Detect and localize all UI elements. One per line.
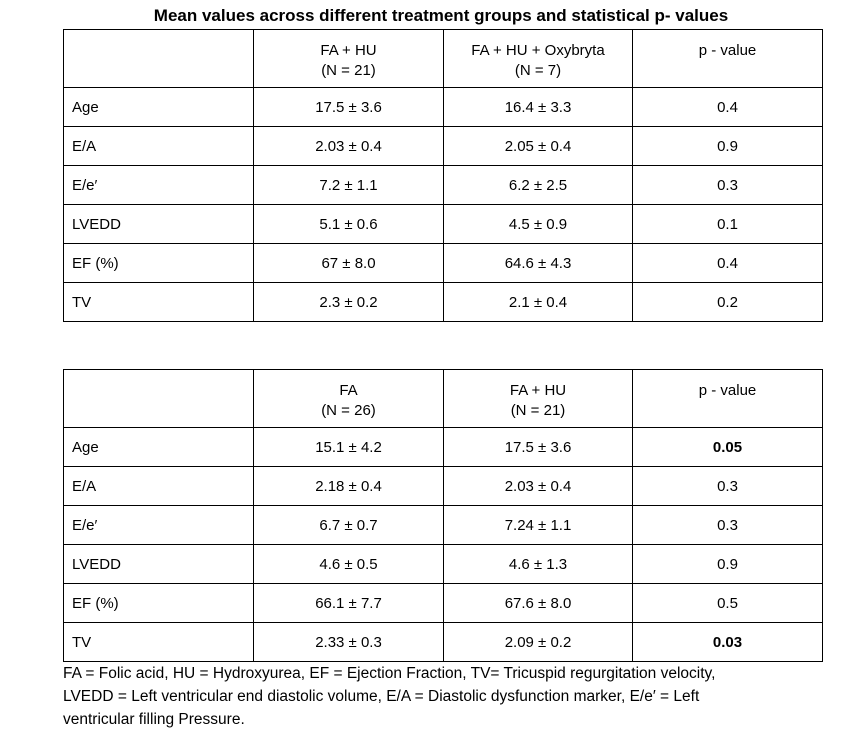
footnote xyxy=(63,662,863,731)
cell-group-a: 5.1 ± 0.6 xyxy=(254,205,444,244)
cell-group-b: 2.05 ± 0.4 xyxy=(444,127,633,166)
row-label: Age xyxy=(64,428,254,467)
cell-p-value: 0.05 xyxy=(633,428,823,467)
cell-group-a: 6.7 ± 0.7 xyxy=(254,506,444,545)
cell-group-b: 2.09 ± 0.2 xyxy=(444,623,633,662)
header-line: FA + HU + Oxybryta xyxy=(471,42,605,59)
header-cell-group-b xyxy=(444,30,633,88)
table-row xyxy=(64,166,823,205)
cell-p-value: 0.9 xyxy=(633,545,823,584)
row-label: E/e′ xyxy=(64,506,254,545)
table-body-2 xyxy=(64,370,823,662)
table-row xyxy=(64,584,823,623)
row-label: TV xyxy=(64,283,254,322)
table-row xyxy=(64,244,823,283)
cell-group-a: 66.1 ± 7.7 xyxy=(254,584,444,623)
row-label: E/e′ xyxy=(64,166,254,205)
cell-p-value: 0.03 xyxy=(633,623,823,662)
cell-group-a: 2.03 ± 0.4 xyxy=(254,127,444,166)
cell-group-b: 64.6 ± 4.3 xyxy=(444,244,633,283)
row-label: E/A xyxy=(64,127,254,166)
header-line: FA + HU xyxy=(509,382,567,399)
cell-group-a: 2.3 ± 0.2 xyxy=(254,283,444,322)
cell-group-b: 16.4 ± 3.3 xyxy=(444,88,633,127)
table-row xyxy=(64,283,823,322)
header-line: (N = 7) xyxy=(514,62,562,79)
table-body-1 xyxy=(64,30,823,322)
cell-group-b: 6.2 ± 2.5 xyxy=(444,166,633,205)
comparison-table-2 xyxy=(63,369,823,662)
header-cell-p-value xyxy=(633,30,823,88)
row-label: Age xyxy=(64,88,254,127)
table-header-row xyxy=(64,30,823,88)
header-cell-blank xyxy=(64,370,254,428)
footnote-line: FA = Folic acid, HU = Hydroxyurea, EF = Ejection Fraction, TV= Tricuspid regurgitation velocity, xyxy=(63,665,716,682)
cell-group-a: 2.33 ± 0.3 xyxy=(254,623,444,662)
header-cell-group-a xyxy=(254,30,444,88)
row-label: TV xyxy=(64,623,254,662)
cell-group-a: 7.2 ± 1.1 xyxy=(254,166,444,205)
cell-group-a: 17.5 ± 3.6 xyxy=(254,88,444,127)
table-row xyxy=(64,467,823,506)
header-cell-group-b xyxy=(444,370,633,428)
table-row xyxy=(64,205,823,244)
table-row xyxy=(64,623,823,662)
cell-group-b: 7.24 ± 1.1 xyxy=(444,506,633,545)
cell-p-value: 0.9 xyxy=(633,127,823,166)
table-row xyxy=(64,506,823,545)
cell-group-b: 2.1 ± 0.4 xyxy=(444,283,633,322)
header-cell-blank xyxy=(64,30,254,88)
cell-p-value: 0.3 xyxy=(633,467,823,506)
footnote-line: LVEDD = Left ventricular end diastolic volume, E/A = Diastolic dysfunction marker, E/e′ = Left xyxy=(63,688,700,705)
table-header-row xyxy=(64,370,823,428)
cell-p-value: 0.2 xyxy=(633,283,823,322)
header-line: FA + HU xyxy=(320,42,377,59)
cell-group-a: 67 ± 8.0 xyxy=(254,244,444,283)
row-label: E/A xyxy=(64,467,254,506)
cell-p-value: 0.5 xyxy=(633,584,823,623)
cell-p-value: 0.3 xyxy=(633,506,823,545)
comparison-table-1 xyxy=(63,29,823,322)
table-row xyxy=(64,88,823,127)
footnote-line: ventricular filling Pressure. xyxy=(63,711,245,728)
cell-group-b: 67.6 ± 8.0 xyxy=(444,584,633,623)
row-label: LVEDD xyxy=(64,545,254,584)
header-cell-group-a xyxy=(254,370,444,428)
table-row xyxy=(64,127,823,166)
cell-p-value: 0.3 xyxy=(633,166,823,205)
page-title: Mean values across different treatment groups and statistical p- values xyxy=(153,6,729,25)
header-line: p - value xyxy=(698,42,757,59)
header-line: (N = 21) xyxy=(510,402,566,419)
header-line: p - value xyxy=(698,382,757,399)
cell-group-a: 4.6 ± 0.5 xyxy=(254,545,444,584)
table-row xyxy=(64,428,823,467)
header-line: FA xyxy=(339,382,358,399)
cell-group-b: 4.6 ± 1.3 xyxy=(444,545,633,584)
cell-group-b: 4.5 ± 0.9 xyxy=(444,205,633,244)
row-label: EF (%) xyxy=(64,584,254,623)
cell-p-value: 0.4 xyxy=(633,244,823,283)
cell-group-b: 17.5 ± 3.6 xyxy=(444,428,633,467)
cell-group-b: 2.03 ± 0.4 xyxy=(444,467,633,506)
cell-group-a: 2.18 ± 0.4 xyxy=(254,467,444,506)
row-label: EF (%) xyxy=(64,244,254,283)
header-cell-p-value xyxy=(633,370,823,428)
header-line: (N = 21) xyxy=(321,62,376,79)
table-row xyxy=(64,545,823,584)
header-line: (N = 26) xyxy=(321,402,376,419)
cell-p-value: 0.4 xyxy=(633,88,823,127)
cell-p-value: 0.1 xyxy=(633,205,823,244)
row-label: LVEDD xyxy=(64,205,254,244)
cell-group-a: 15.1 ± 4.2 xyxy=(254,428,444,467)
